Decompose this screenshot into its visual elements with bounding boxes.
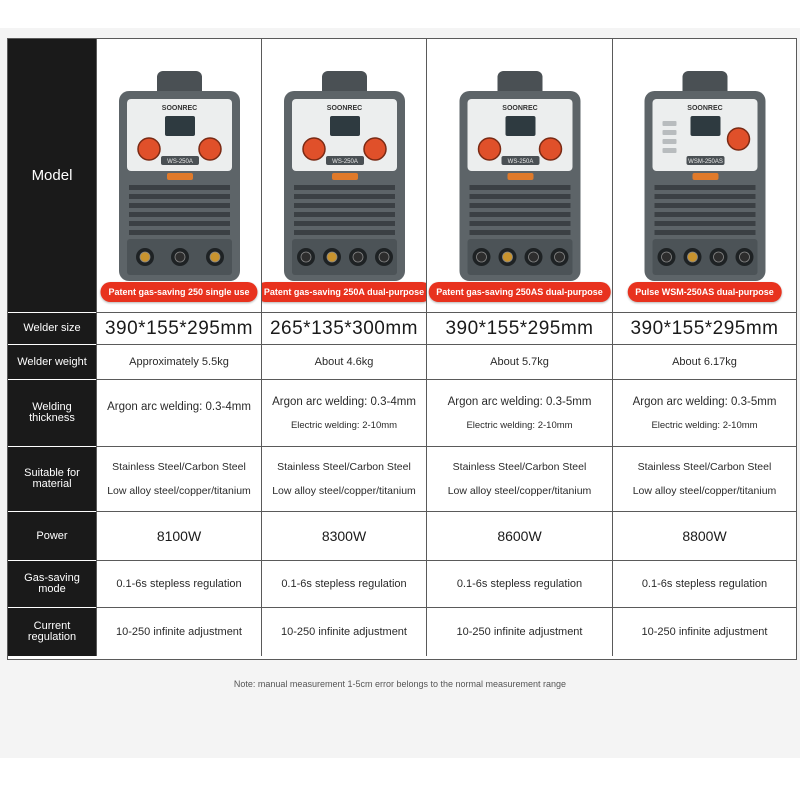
product-cell-1 — [96, 39, 261, 313]
vent-slot — [655, 185, 756, 190]
power-value: 8800W — [612, 512, 796, 561]
row-header-weight: Welder weight — [8, 345, 96, 380]
material-line-1: Stainless Steel/Carbon Steel — [452, 461, 587, 473]
brand-logo: SOONREC — [502, 105, 538, 112]
socket-core — [477, 252, 487, 262]
badge — [332, 173, 358, 180]
vent-slot — [129, 221, 230, 226]
vent-slot — [129, 212, 230, 217]
brand-logo: SOONREC — [687, 105, 723, 112]
vent-slot — [294, 203, 395, 208]
vent-slot — [294, 212, 395, 217]
weight-value: About 4.6kg — [261, 345, 426, 380]
vent-slot — [470, 221, 571, 226]
mode-switch — [663, 121, 677, 126]
vent-slot — [129, 203, 230, 208]
socket-core — [503, 252, 513, 262]
control-knob — [199, 138, 221, 160]
argon-thickness: Argon arc welding: 0.3-4mm — [272, 395, 416, 408]
size-value: 390*155*295mm — [612, 313, 796, 345]
material-line-2: Low alloy steel/copper/titanium — [272, 485, 416, 497]
gas-saving-value: 0.1-6s stepless regulation — [96, 561, 261, 608]
argon-thickness: Argon arc welding: 0.3-4mm — [107, 401, 251, 413]
model-plate-text: WS-250A — [507, 159, 534, 165]
control-knob — [540, 138, 562, 160]
row-header-thickness: Welding thickness — [8, 380, 96, 447]
vent-slot — [470, 230, 571, 235]
product-tag: Patent gas-saving 250A dual-purpose — [261, 282, 426, 302]
material-value — [261, 447, 426, 512]
socket-core — [327, 252, 337, 262]
product-tag: Pulse WSM-250AS dual-purpose — [627, 282, 782, 302]
socket-core — [714, 252, 724, 262]
control-knob — [364, 138, 386, 160]
gas-saving-value: 0.1-6s stepless regulation — [261, 561, 426, 608]
weight-value: About 5.7kg — [426, 345, 612, 380]
digital-display — [330, 116, 360, 136]
size-value: 390*155*295mm — [426, 313, 612, 345]
model-plate-text: WSM-250AS — [688, 159, 723, 165]
mode-switch — [663, 139, 677, 144]
material-value — [426, 447, 612, 512]
control-knob — [479, 138, 501, 160]
vent-slot — [470, 203, 571, 208]
control-knob — [303, 138, 325, 160]
badge — [508, 173, 534, 180]
model-plate-text: WS-250A — [167, 159, 193, 165]
vent-slot — [655, 230, 756, 235]
current-value: 10-250 infinite adjustment — [426, 608, 612, 656]
digital-display — [506, 116, 536, 136]
welder-image — [262, 39, 426, 313]
vent-slot — [129, 230, 230, 235]
socket-core — [175, 252, 185, 262]
electric-thickness: Electric welding: 2-10mm — [466, 419, 573, 431]
socket-core — [210, 252, 220, 262]
row-header-material: Suitable for material — [8, 447, 96, 512]
control-knob — [138, 138, 160, 160]
welder-image — [613, 39, 796, 313]
socket-core — [379, 252, 389, 262]
material-line-1: Stainless Steel/Carbon Steel — [112, 461, 246, 473]
argon-thickness: Argon arc welding: 0.3-5mm — [632, 395, 777, 408]
socket-core — [740, 252, 750, 262]
socket-core — [529, 252, 539, 262]
welder-image — [427, 39, 612, 313]
model-plate-text: WS-250A — [332, 159, 358, 165]
material-line-2: Low alloy steel/copper/titanium — [107, 485, 251, 497]
welder-image — [97, 39, 261, 313]
material-line-1: Stainless Steel/Carbon Steel — [277, 461, 411, 473]
weight-value: About 6.17kg — [612, 345, 796, 380]
material-value — [96, 447, 261, 512]
thickness-value — [261, 380, 426, 447]
power-value: 8300W — [261, 512, 426, 561]
size-value: 390*155*295mm — [96, 313, 261, 345]
socket-core — [140, 252, 150, 262]
product-cell-4 — [612, 39, 796, 313]
digital-display — [691, 116, 721, 136]
weight-value: Approximately 5.5kg — [96, 345, 261, 380]
vent-slot — [470, 185, 571, 190]
thickness-value — [612, 380, 796, 447]
product-cell-2 — [261, 39, 426, 313]
brand-logo: SOONREC — [326, 105, 363, 112]
product-tag: Patent gas-saving 250AS dual-purpose — [428, 282, 611, 302]
gas-saving-value: 0.1-6s stepless regulation — [426, 561, 612, 608]
badge — [693, 173, 719, 180]
material-line-1: Stainless Steel/Carbon Steel — [637, 461, 772, 473]
argon-thickness: Argon arc welding: 0.3-5mm — [447, 395, 592, 408]
brand-logo: SOONREC — [161, 105, 198, 112]
socket-core — [301, 252, 311, 262]
gas-saving-value: 0.1-6s stepless regulation — [612, 561, 796, 608]
socket-core — [662, 252, 672, 262]
electric-thickness: Electric welding: 2-10mm — [290, 419, 398, 431]
vent-slot — [470, 212, 571, 217]
thickness-value — [426, 380, 612, 447]
badge — [167, 173, 193, 180]
current-value: 10-250 infinite adjustment — [612, 608, 796, 656]
vent-slot — [129, 194, 230, 199]
mode-switch — [663, 130, 677, 135]
row-header-power: Power — [8, 512, 96, 561]
material-line-2: Low alloy steel/copper/titanium — [632, 485, 777, 497]
vent-slot — [470, 194, 571, 199]
vent-slot — [655, 203, 756, 208]
vent-slot — [294, 194, 395, 199]
socket-core — [353, 252, 363, 262]
vent-slot — [294, 185, 395, 190]
socket-core — [688, 252, 698, 262]
product-cell-3 — [426, 39, 612, 313]
current-value: 10-250 infinite adjustment — [96, 608, 261, 656]
vent-slot — [655, 194, 756, 199]
vent-slot — [294, 221, 395, 226]
size-value: 265*135*300mm — [261, 313, 426, 345]
thickness-value — [96, 380, 261, 447]
row-header-gas-saving: Gas-saving mode — [8, 561, 96, 608]
vent-slot — [129, 185, 230, 190]
product-tag: Patent gas-saving 250 single use — [100, 282, 257, 302]
row-header-model: Model — [8, 39, 96, 313]
measurement-note: Note: manual measurement 1-5cm error belongs to the normal measurement range — [233, 679, 567, 689]
vent-slot — [655, 212, 756, 217]
vent-slot — [294, 230, 395, 235]
electric-thickness: Electric welding: 2-10mm — [651, 419, 758, 431]
control-knob — [728, 128, 750, 150]
comparison-table — [7, 38, 797, 660]
socket-core — [555, 252, 565, 262]
current-value: 10-250 infinite adjustment — [261, 608, 426, 656]
material-value — [612, 447, 796, 512]
row-header-current: Current regulation — [8, 608, 96, 656]
material-line-2: Low alloy steel/copper/titanium — [447, 485, 592, 497]
vent-slot — [655, 221, 756, 226]
power-value: 8600W — [426, 512, 612, 561]
row-header-size: Welder size — [8, 313, 96, 345]
digital-display — [165, 116, 195, 136]
mode-switch — [663, 148, 677, 153]
power-value: 8100W — [96, 512, 261, 561]
